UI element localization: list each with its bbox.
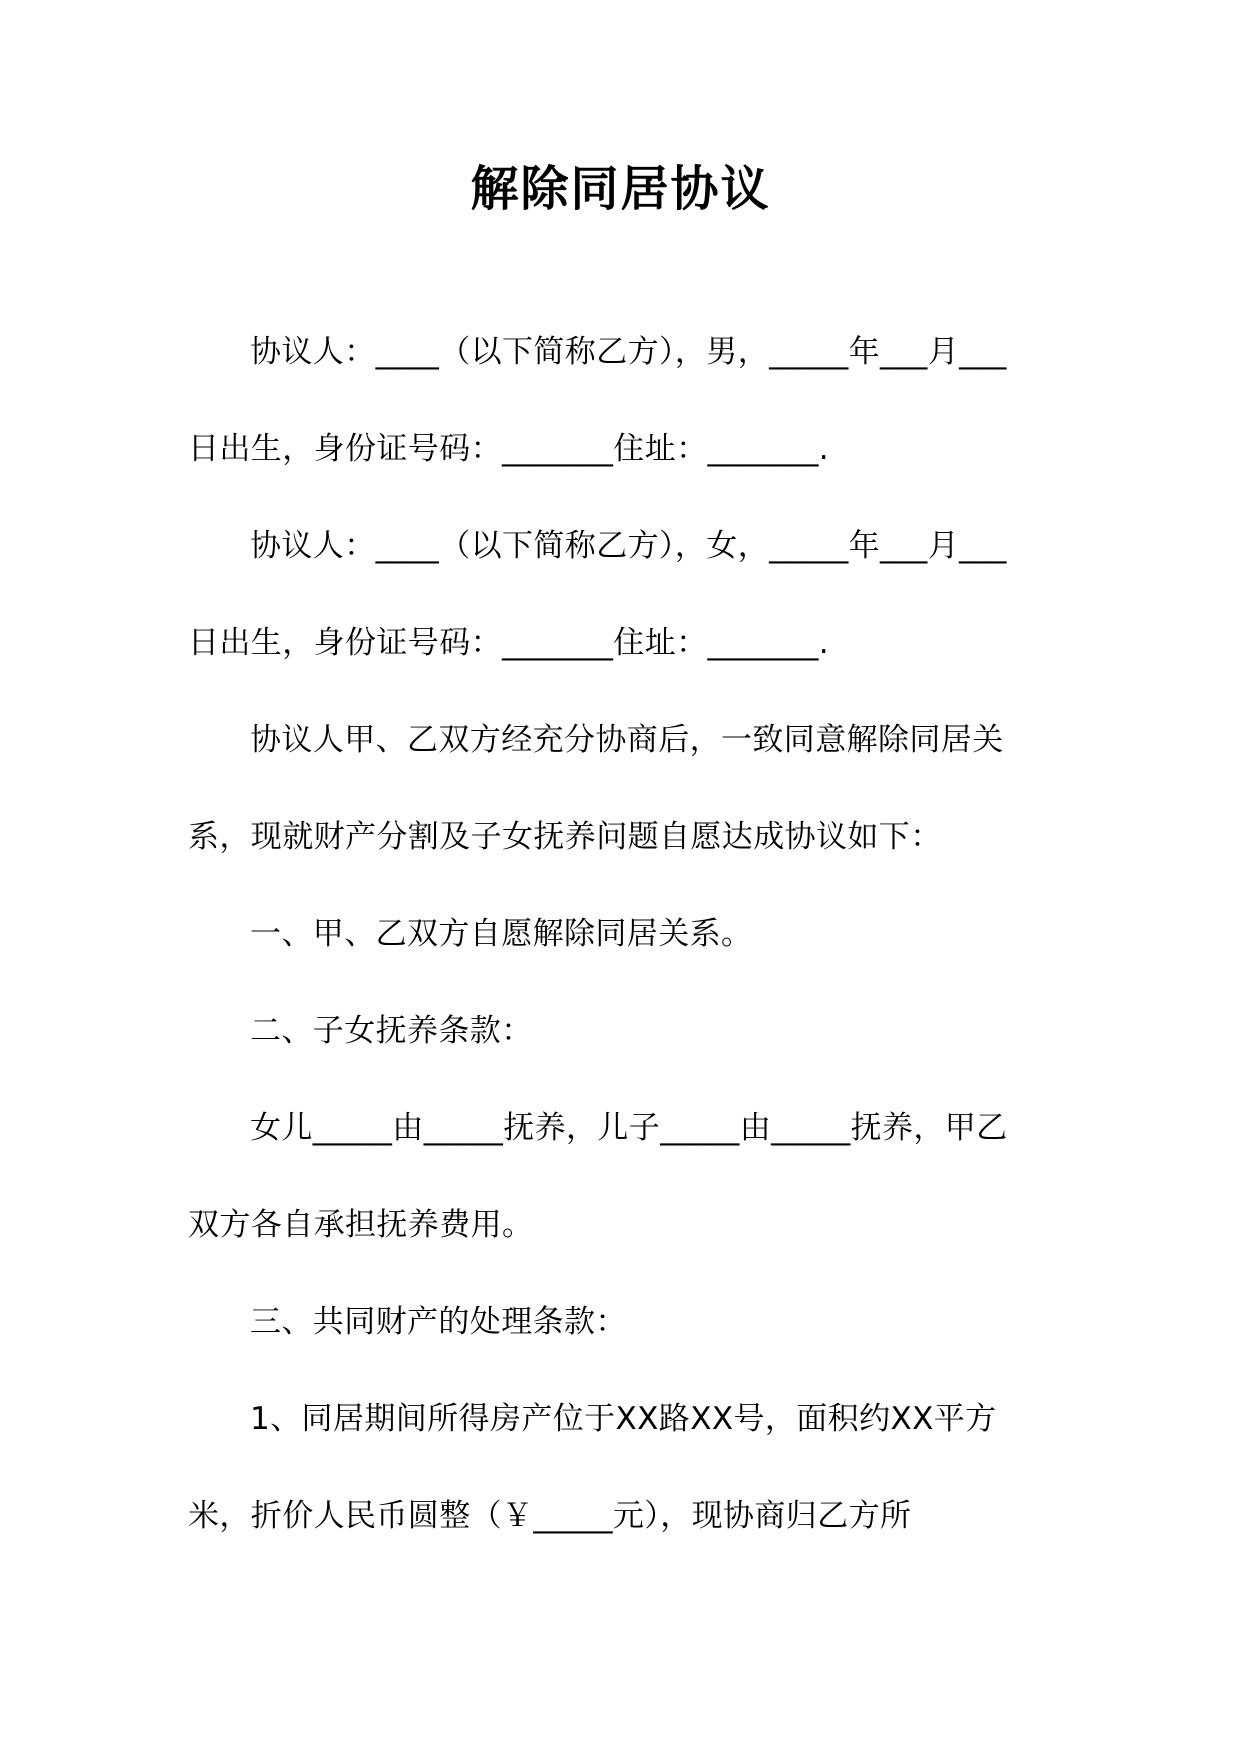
paragraph-party-a: 协议人：____（以下简称乙方），男，_____年___月___日出生，身份证号码：_______住址：_______.: [188, 334, 1007, 467]
paragraph-clause-2-heading: 二、子女抚养条款：: [250, 1013, 533, 1049]
document-body: [188, 304, 1030, 1565]
paragraph-clause-1: 一、甲、乙双方自愿解除同居关系。: [250, 916, 753, 952]
paragraph-clause-3-heading: 三、共同财产的处理条款：: [250, 1304, 627, 1340]
paragraph-preamble: 协议人甲、乙双方经充分协商后，一致同意解除同居关系，现就财产分割及子女抚养问题自愿达成协议如下：: [188, 722, 1004, 855]
paragraph-child-custody: 女儿_____由_____抚养，儿子_____由_____抚养，甲乙双方各自承担抚养费用。: [188, 1110, 1008, 1243]
paragraph-property-1: 1、同居期间所得房产位于XX路XX号，面积约XX平方米，折价人民币圆整（￥_____元），现协商归乙方所: [188, 1401, 997, 1534]
paragraph-party-b: 协议人：____（以下简称乙方），女，_____年___月___日出生，身份证号码：_______住址：_______.: [188, 528, 1007, 661]
document-title: 解除同居协议: [470, 161, 771, 217]
